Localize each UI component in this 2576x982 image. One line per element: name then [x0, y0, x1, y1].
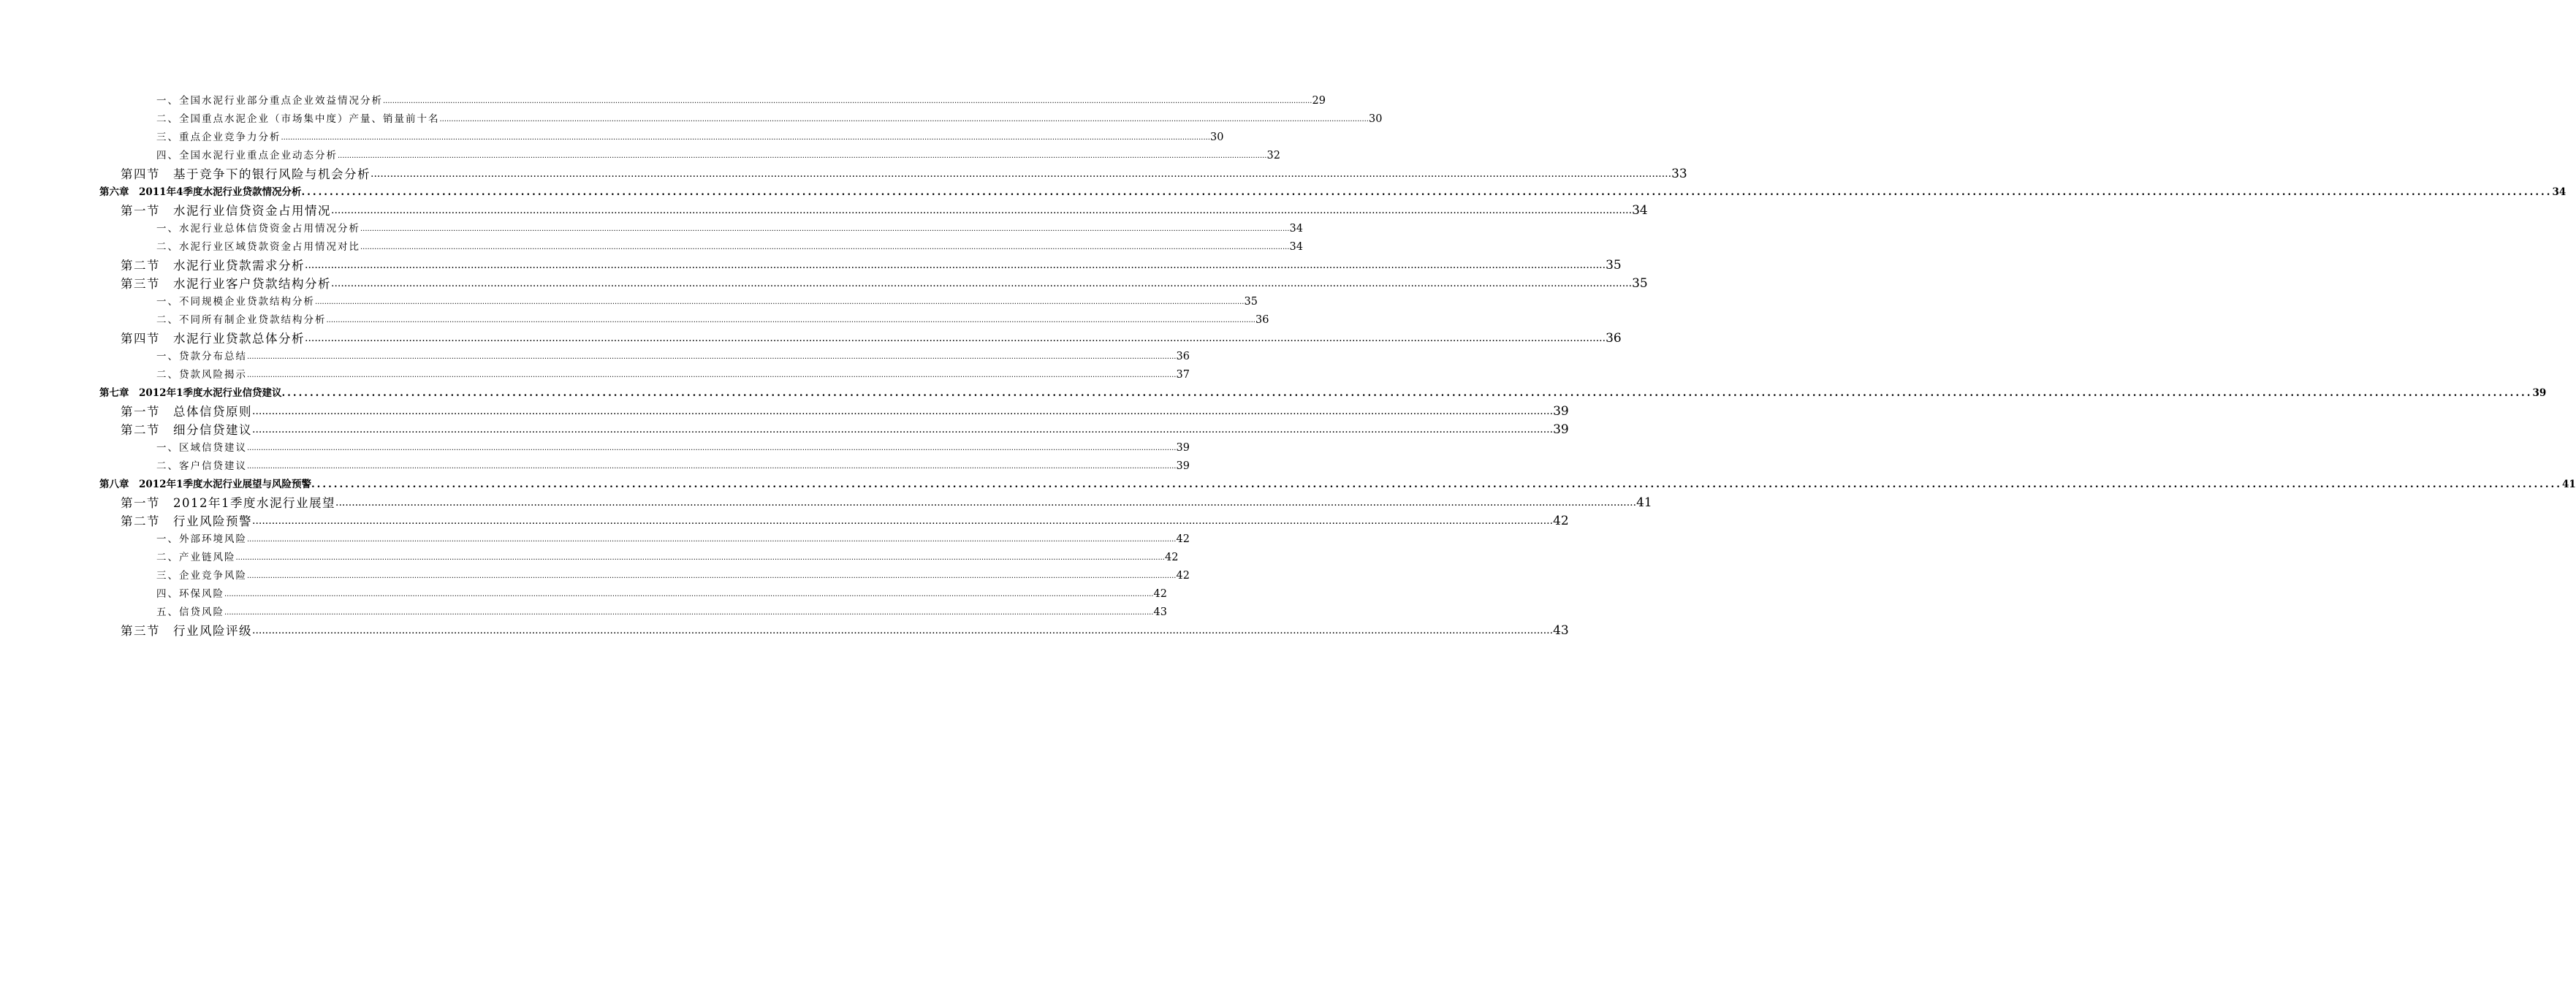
toc-entry-title: 二、水泥行业区域贷款资金占用情况对比: [156, 241, 360, 253]
toc-dot-leader: ................................................................................................................................................................................................................................................................................................................................................................................................................: [281, 387, 2533, 399]
toc-subsection-entry[interactable]: [0, 604, 1167, 622]
toc-section-entry[interactable]: [0, 275, 1648, 293]
toc-page-number: 42: [1176, 533, 1190, 545]
toc-section-entry[interactable]: [0, 421, 1569, 439]
toc-dot-leader: ................................................................................................................................................................................................................................................................................................................................................................................................................: [371, 168, 1672, 180]
toc-section-entry[interactable]: [0, 330, 1622, 348]
toc-page-number: 29: [1312, 95, 1326, 107]
toc-dot-leader: ................................................................................................................................................................................................................................................................................................................................................................................................................: [252, 515, 1554, 527]
toc-entry-title: 四、全国水泥行业重点企业动态分析: [156, 150, 338, 161]
toc-subsection-entry[interactable]: [0, 585, 1167, 604]
toc-entry-title: 第二节 行业风险预警: [121, 514, 252, 528]
toc-dot-leader: ................................................................................................................................................................................................................................................................................................................................................................................................................: [301, 186, 2553, 198]
toc-subsection-entry[interactable]: [0, 238, 1303, 256]
toc-entry-title: 四、环保风险: [156, 588, 224, 600]
toc-entry-title: 第一节 总体信贷原则: [121, 405, 252, 419]
toc-entry-title: 第三节 水泥行业客户贷款结构分析: [121, 277, 331, 291]
toc-dot-leader: ................................................................................................................................................................................................................................................................................................................................................................................................................: [305, 259, 1606, 271]
toc-page-number: 42: [1553, 514, 1569, 528]
toc-dot-leader: ................................................................................................................................................................................................................................................................................................................................................................................................................: [252, 406, 1554, 417]
toc-page-number: 30: [1368, 113, 1383, 125]
table-of-contents: [0, 92, 2576, 640]
toc-page-number: 39: [2532, 387, 2547, 399]
toc-subsection-entry[interactable]: [0, 530, 1190, 549]
toc-entry-title: 第二节 水泥行业贷款需求分析: [121, 259, 305, 273]
toc-subsection-entry[interactable]: [0, 92, 1326, 110]
toc-page-number: 35: [1632, 276, 1648, 291]
toc-entry-title: 一、外部环境风险: [156, 533, 247, 545]
toc-section-entry[interactable]: [0, 202, 1648, 220]
toc-subsection-entry[interactable]: [0, 147, 1280, 165]
toc-chapter-entry[interactable]: [0, 476, 2576, 494]
toc-page-number: 30: [1209, 132, 1224, 143]
toc-entry-title: 二、不同所有制企业贷款结构分析: [156, 314, 327, 326]
toc-page-number: 39: [1176, 460, 1190, 472]
toc-page-number: 36: [1255, 314, 1269, 326]
toc-subsection-entry[interactable]: [0, 439, 1190, 457]
toc-subsection-entry[interactable]: [0, 457, 1190, 476]
toc-page-number: 39: [1176, 442, 1190, 454]
toc-dot-leader: ................................................................................................................................................................................................................................................................................................................................................................................................................: [315, 298, 1245, 306]
toc-dot-leader: ................................................................................................................................................................................................................................................................................................................................................................................................................: [224, 609, 1154, 617]
toc-page-number: 39: [1553, 404, 1569, 419]
toc-dot-leader: ................................................................................................................................................................................................................................................................................................................................................................................................................: [360, 243, 1290, 251]
toc-chapter-entry[interactable]: [0, 384, 2547, 403]
toc-entry-title: 第二节 细分信贷建议: [121, 423, 252, 437]
toc-entry-title: 二、客户信贷建议: [156, 460, 247, 472]
toc-page-number: 34: [2552, 186, 2566, 198]
toc-page-number: 43: [1153, 606, 1167, 618]
toc-entry-title: 第八章 2012年1季度水泥行业展望与风险预警: [99, 479, 311, 490]
toc-page-number: 33: [1671, 167, 1687, 181]
toc-entry-title: 三、企业竞争风险: [156, 570, 247, 582]
toc-dot-leader: ................................................................................................................................................................................................................................................................................................................................................................................................................: [247, 572, 1177, 580]
toc-subsection-entry[interactable]: [0, 567, 1190, 585]
toc-dot-leader: ................................................................................................................................................................................................................................................................................................................................................................................................................: [247, 536, 1177, 544]
toc-subsection-entry[interactable]: [0, 293, 1258, 311]
toc-section-entry[interactable]: [0, 622, 1569, 640]
toc-dot-leader: ................................................................................................................................................................................................................................................................................................................................................................................................................: [252, 424, 1554, 435]
toc-chapter-entry[interactable]: [0, 183, 2566, 202]
toc-entry-title: 第一节 水泥行业信贷资金占用情况: [121, 204, 331, 218]
toc-page-number: 34: [1289, 241, 1303, 253]
toc-page-number: 42: [1176, 570, 1190, 582]
toc-entry-title: 第六章 2011年4季度水泥行业贷款情况分析: [99, 186, 302, 198]
toc-subsection-entry[interactable]: [0, 129, 1224, 147]
toc-page-number: 36: [1176, 351, 1190, 362]
toc-subsection-entry[interactable]: [0, 549, 1179, 567]
toc-entry-title: 一、区域信贷建议: [156, 442, 247, 454]
toc-dot-leader: ................................................................................................................................................................................................................................................................................................................................................................................................................: [331, 278, 1633, 289]
toc-dot-leader: ................................................................................................................................................................................................................................................................................................................................................................................................................: [335, 497, 1637, 509]
toc-page-number: 34: [1632, 203, 1648, 218]
toc-section-entry[interactable]: [0, 256, 1622, 275]
toc-entry-title: 一、全国水泥行业部分重点企业效益情况分析: [156, 95, 383, 107]
toc-dot-leader: ................................................................................................................................................................................................................................................................................................................................................................................................................: [305, 332, 1606, 344]
toc-section-entry[interactable]: [0, 512, 1569, 530]
toc-page-number: 39: [1553, 422, 1569, 437]
toc-entry-title: 一、水泥行业总体信贷资金占用情况分析: [156, 223, 360, 235]
toc-page-number: 35: [1244, 296, 1258, 308]
toc-dot-leader: ................................................................................................................................................................................................................................................................................................................................................................................................................: [360, 225, 1290, 233]
toc-entry-title: 五、信贷风险: [156, 606, 224, 618]
toc-subsection-entry[interactable]: [0, 366, 1190, 384]
toc-dot-leader: ................................................................................................................................................................................................................................................................................................................................................................................................................: [252, 625, 1554, 636]
toc-dot-leader: ................................................................................................................................................................................................................................................................................................................................................................................................................: [224, 590, 1154, 598]
toc-page-number: 37: [1176, 369, 1190, 381]
toc-section-entry[interactable]: [0, 403, 1569, 421]
toc-page-number: 42: [1164, 552, 1179, 563]
toc-subsection-entry[interactable]: [0, 110, 1383, 129]
toc-dot-leader: ................................................................................................................................................................................................................................................................................................................................................................................................................: [326, 316, 1255, 324]
toc-section-entry[interactable]: [0, 494, 1652, 512]
toc-dot-leader: ................................................................................................................................................................................................................................................................................................................................................................................................................: [338, 152, 1267, 160]
toc-entry-title: 第七章 2012年1季度水泥行业信贷建议: [99, 387, 282, 399]
toc-entry-title: 第四节 水泥行业贷款总体分析: [121, 332, 305, 346]
toc-dot-leader: ................................................................................................................................................................................................................................................................................................................................................................................................................: [281, 134, 1210, 142]
toc-entry-title: 三、重点企业竞争力分析: [156, 132, 281, 143]
toc-entry-title: 一、贷款分布总结: [156, 351, 247, 362]
toc-entry-title: 一、不同规模企业贷款结构分析: [156, 296, 315, 308]
toc-subsection-entry[interactable]: [0, 348, 1190, 366]
toc-dot-leader: ................................................................................................................................................................................................................................................................................................................................................................................................................: [311, 479, 2562, 490]
toc-entry-title: 二、全国重点水泥企业（市场集中度）产量、销量前十名: [156, 113, 440, 125]
toc-entry-title: 第四节 基于竞争下的银行风险与机会分析: [121, 167, 371, 181]
toc-entry-title: 第三节 行业风险评级: [121, 624, 252, 638]
toc-page-number: 43: [1553, 623, 1569, 638]
toc-page-number: 34: [1289, 223, 1303, 235]
toc-dot-leader: ................................................................................................................................................................................................................................................................................................................................................................................................................: [235, 554, 1165, 562]
toc-subsection-entry[interactable]: [0, 220, 1303, 238]
toc-dot-leader: ................................................................................................................................................................................................................................................................................................................................................................................................................: [331, 205, 1633, 216]
toc-section-entry[interactable]: [0, 165, 1687, 183]
toc-dot-leader: ................................................................................................................................................................................................................................................................................................................................................................................................................: [383, 97, 1312, 105]
toc-dot-leader: ................................................................................................................................................................................................................................................................................................................................................................................................................: [439, 115, 1369, 123]
toc-dot-leader: ................................................................................................................................................................................................................................................................................................................................................................................................................: [247, 444, 1177, 452]
toc-page-number: 32: [1266, 150, 1280, 161]
toc-dot-leader: ................................................................................................................................................................................................................................................................................................................................................................................................................: [247, 353, 1177, 361]
toc-page-number: 42: [1153, 588, 1167, 600]
toc-page-number: 41: [2561, 479, 2576, 490]
toc-entry-title: 二、产业链风险: [156, 552, 236, 563]
toc-dot-leader: ................................................................................................................................................................................................................................................................................................................................................................................................................: [247, 463, 1177, 471]
toc-entry-title: 第一节 2012年1季度水泥行业展望: [121, 496, 335, 510]
toc-dot-leader: ................................................................................................................................................................................................................................................................................................................................................................................................................: [247, 371, 1177, 379]
toc-page-number: 36: [1606, 331, 1622, 346]
toc-subsection-entry[interactable]: [0, 311, 1269, 330]
toc-page-number: 35: [1606, 258, 1622, 273]
toc-entry-title: 二、贷款风险揭示: [156, 369, 247, 381]
toc-page-number: 41: [1636, 495, 1652, 510]
